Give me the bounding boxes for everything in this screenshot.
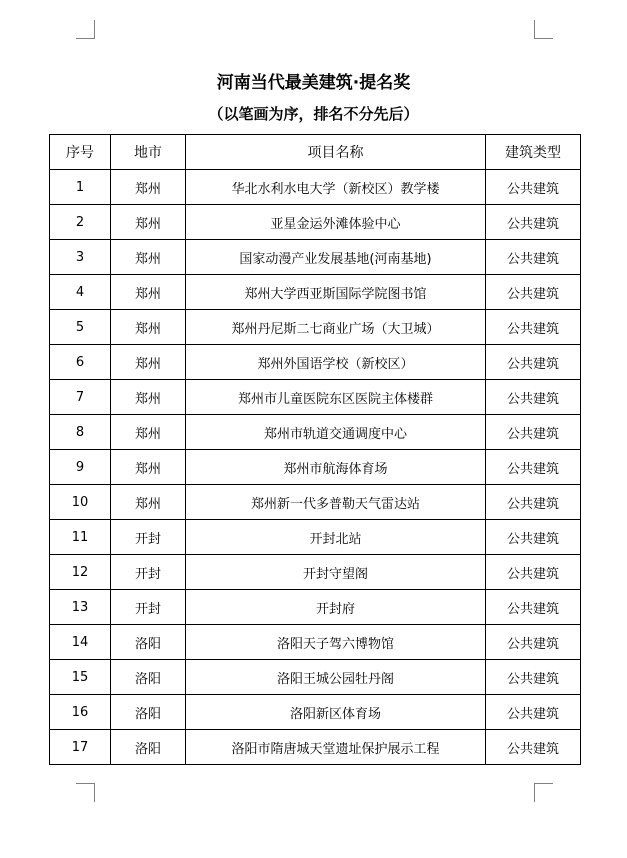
cell-city: 郑州: [111, 415, 186, 450]
header-number: 序号: [50, 135, 111, 170]
cell-project-name: 郑州丹尼斯二七商业广场（大卫城）: [186, 310, 486, 345]
cell-building-type: 公共建筑: [486, 485, 581, 520]
cell-city: 洛阳: [111, 660, 186, 695]
cell-project-name: 郑州大学西亚斯国际学院图书馆: [186, 275, 486, 310]
cell-building-type: 公共建筑: [486, 205, 581, 240]
header-project-name: 项目名称: [186, 135, 486, 170]
cell-number: 13: [50, 590, 111, 625]
cell-building-type: 公共建筑: [486, 380, 581, 415]
header-building-type: 建筑类型: [486, 135, 581, 170]
cell-number: 2: [50, 205, 111, 240]
cell-city: 开封: [111, 590, 186, 625]
cell-city: 郑州: [111, 485, 186, 520]
table-row: [50, 170, 581, 205]
table-row: [50, 205, 581, 240]
crop-mark-bottom-right: [534, 783, 553, 802]
cell-building-type: 公共建筑: [486, 345, 581, 380]
cell-number: 15: [50, 660, 111, 695]
cell-project-name: 郑州市航海体育场: [186, 450, 486, 485]
cell-city: 洛阳: [111, 730, 186, 765]
table-body: [50, 170, 581, 765]
cell-project-name: 洛阳王城公园牡丹阁: [186, 660, 486, 695]
cell-project-name: 洛阳新区体育场: [186, 695, 486, 730]
awards-table: [49, 134, 581, 765]
cell-city: 郑州: [111, 345, 186, 380]
crop-mark-top-left: [76, 20, 95, 39]
cell-project-name: 郑州外国语学校（新校区）: [186, 345, 486, 380]
cell-project-name: 洛阳市隋唐城天堂遗址保护展示工程: [186, 730, 486, 765]
cell-number: 4: [50, 275, 111, 310]
table-row: [50, 660, 581, 695]
cell-building-type: 公共建筑: [486, 275, 581, 310]
table-row: [50, 695, 581, 730]
cell-building-type: 公共建筑: [486, 625, 581, 660]
table-row: [50, 730, 581, 765]
table-row: [50, 450, 581, 485]
cell-city: 郑州: [111, 275, 186, 310]
cell-number: 6: [50, 345, 111, 380]
table-row: [50, 625, 581, 660]
cell-number: 1: [50, 170, 111, 205]
table-row: [50, 380, 581, 415]
cell-number: 11: [50, 520, 111, 555]
table-row: [50, 310, 581, 345]
cell-number: 5: [50, 310, 111, 345]
cell-building-type: 公共建筑: [486, 240, 581, 275]
cell-city: 郑州: [111, 205, 186, 240]
header-city: 地市: [111, 135, 186, 170]
cell-city: 开封: [111, 520, 186, 555]
table-row: [50, 520, 581, 555]
table-row: [50, 590, 581, 625]
cell-project-name: 洛阳天子驾六博物馆: [186, 625, 486, 660]
cell-building-type: 公共建筑: [486, 660, 581, 695]
cell-building-type: 公共建筑: [486, 520, 581, 555]
cell-city: 郑州: [111, 380, 186, 415]
crop-mark-top-right: [534, 20, 553, 39]
cell-building-type: 公共建筑: [486, 310, 581, 345]
cell-project-name: 郑州新一代多普勒天气雷达站: [186, 485, 486, 520]
cell-city: 开封: [111, 555, 186, 590]
cell-project-name: 国家动漫产业发展基地(河南基地): [186, 240, 486, 275]
cell-project-name: 郑州市儿童医院东区医院主体楼群: [186, 380, 486, 415]
cell-city: 郑州: [111, 450, 186, 485]
cell-number: 9: [50, 450, 111, 485]
cell-number: 10: [50, 485, 111, 520]
cell-city: 郑州: [111, 170, 186, 205]
table-row: [50, 275, 581, 310]
table-row: [50, 240, 581, 275]
cell-building-type: 公共建筑: [486, 170, 581, 205]
table-row: [50, 415, 581, 450]
cell-city: 郑州: [111, 240, 186, 275]
cell-city: 洛阳: [111, 625, 186, 660]
cell-number: 12: [50, 555, 111, 590]
cell-project-name: 开封北站: [186, 520, 486, 555]
cell-project-name: 开封守望阁: [186, 555, 486, 590]
crop-mark-bottom-left: [76, 783, 95, 802]
table-row: [50, 345, 581, 380]
cell-number: 8: [50, 415, 111, 450]
cell-building-type: 公共建筑: [486, 450, 581, 485]
cell-city: 郑州: [111, 310, 186, 345]
cell-city: 洛阳: [111, 695, 186, 730]
cell-building-type: 公共建筑: [486, 590, 581, 625]
cell-project-name: 华北水利水电大学（新校区）教学楼: [186, 170, 486, 205]
cell-building-type: 公共建筑: [486, 730, 581, 765]
cell-building-type: 公共建筑: [486, 555, 581, 590]
document-title: 河南当代最美建筑·提名奖: [216, 73, 411, 93]
cell-number: 14: [50, 625, 111, 660]
cell-number: 16: [50, 695, 111, 730]
cell-building-type: 公共建筑: [486, 695, 581, 730]
cell-project-name: 亚星金运外滩体验中心: [186, 205, 486, 240]
cell-building-type: 公共建筑: [486, 415, 581, 450]
table-row: [50, 555, 581, 590]
cell-number: 7: [50, 380, 111, 415]
table-header-row: [50, 135, 581, 170]
cell-project-name: 开封府: [186, 590, 486, 625]
table-row: [50, 485, 581, 520]
cell-project-name: 郑州市轨道交通调度中心: [186, 415, 486, 450]
document-subtitle: （以笔画为序，排名不分先后）: [208, 105, 419, 123]
cell-number: 3: [50, 240, 111, 275]
cell-number: 17: [50, 730, 111, 765]
